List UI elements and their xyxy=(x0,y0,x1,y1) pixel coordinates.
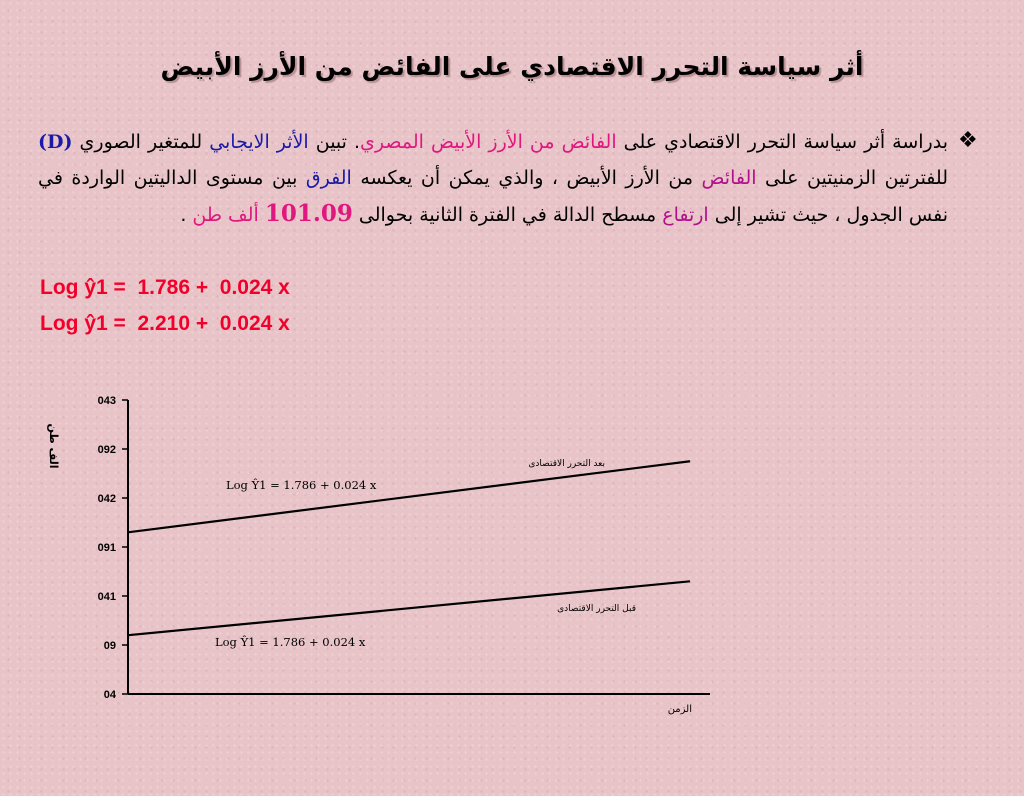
para-text-3: . تبين xyxy=(308,131,361,153)
y-tick-label: 04 xyxy=(103,689,116,701)
y-tick-label: 091 xyxy=(97,542,116,554)
para-text-11: بين مستوى الداليتين الواردة في نفس الجدول ، حيث تشير إلى xyxy=(38,167,948,226)
para-text-7: للفترتين الزمنيتين على xyxy=(756,167,948,189)
para-text-5: للمتغير الصوري xyxy=(72,131,210,153)
series-equation-2: Log Ŷ1 = 1.786 + 0.024 x xyxy=(215,635,366,649)
para-text-16: . xyxy=(180,204,193,226)
series-label-2: قبل التحرر الاقتصادى xyxy=(557,604,636,614)
para-value-unit: ألف طن xyxy=(192,204,265,226)
series-equation-1: Log Ŷ1 = 1.786 + 0.024 x xyxy=(226,478,377,492)
x-axis-label: الزمن xyxy=(667,704,692,715)
series-label-1: بعد التحرر الاقتصادى xyxy=(528,459,605,469)
para-value-amount: 101.09 xyxy=(264,200,353,227)
y-tick-label: 043 xyxy=(97,395,116,407)
bullet-diamond-icon: ❖ xyxy=(958,128,978,153)
y-tick-label: 09 xyxy=(103,640,116,652)
y-tick-label: 042 xyxy=(97,493,116,505)
para-highlight-positive-effect: الأثر الايجابي xyxy=(209,131,309,153)
y-tick-label: 092 xyxy=(97,444,116,456)
page-title: أثر سياسة التحرر الاقتصادي على الفائض من الأرز الأبيض xyxy=(160,52,864,81)
para-text-13: مسطح الدالة في الفترة الثانية بحوالى xyxy=(352,204,663,226)
y-axis-label: الف طن xyxy=(47,423,60,469)
para-highlight-difference: الفرق xyxy=(305,167,352,189)
series-line-1 xyxy=(128,461,690,532)
y-tick-label: 041 xyxy=(97,591,116,603)
equation-2: Log ŷ1 = 2.210 + 0.024 x xyxy=(40,312,290,335)
para-highlight-surplus-rice: الفائض من الأرز الأبيض المصري xyxy=(360,131,617,153)
para-highlight-rise: ارتفاع xyxy=(662,204,709,226)
para-highlight-surplus: الفائض xyxy=(701,167,757,189)
para-text-9: من الأرز الأبيض ، والذي يمكن أن يعكسه xyxy=(351,167,702,189)
equation-1: Log ŷ1 = 1.786 + 0.024 x xyxy=(40,276,290,299)
para-dummy-variable: (D) xyxy=(38,131,73,153)
para-text-1: بدراسة أثر سياسة التحرر الاقتصادي على xyxy=(616,131,948,153)
